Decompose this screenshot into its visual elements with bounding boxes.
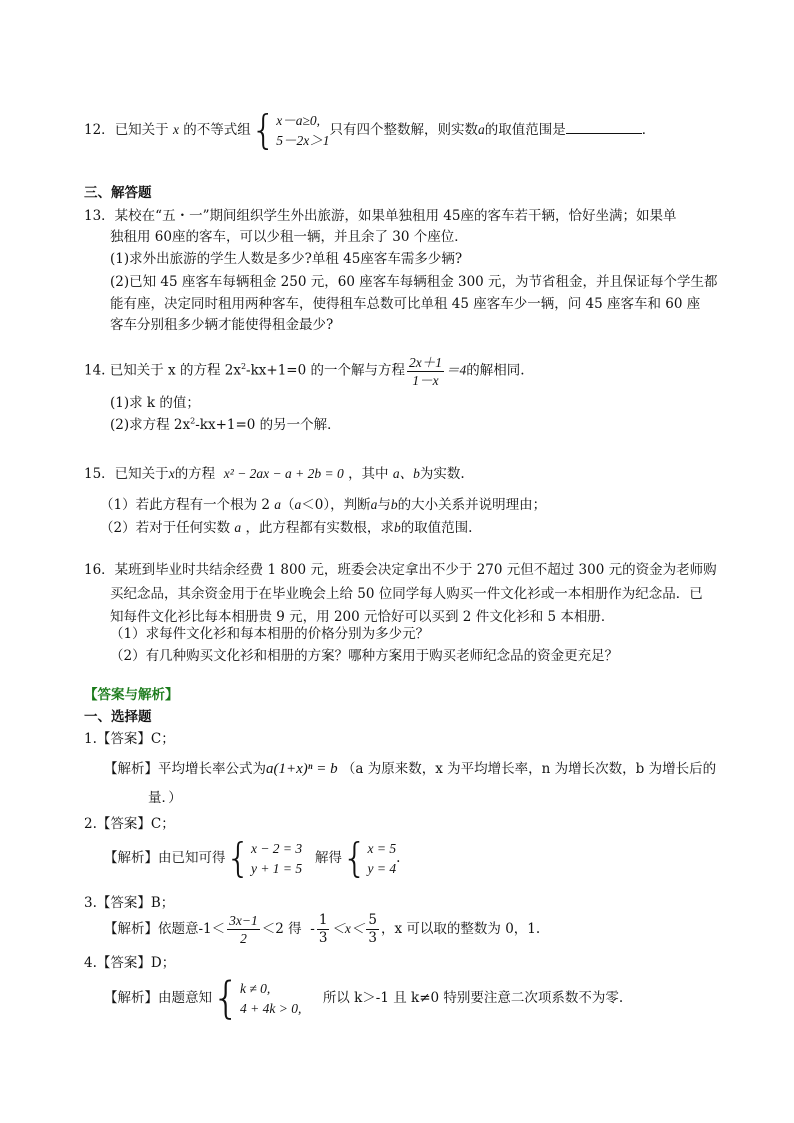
solution-system: x = 5 y = 4 <box>367 840 397 876</box>
q13-line1: 13．某校在“五・一”期间组织学生外出旅游，如果单独租用 45座的客车若干辆，恰好坐满；如果单 <box>84 208 677 224</box>
left-brace: { <box>250 107 277 154</box>
q16-line2: 买纪念品，其余资金用于在毕业晚会上给 50 位同学每人购买一件文化衫或一本相册作为纪念品．已 <box>110 586 703 602</box>
equation: x² − 2ax − a + 2b = 0 <box>223 466 344 481</box>
q16-sub2: （2）有几种购买文化衫和相册的方案？哪种方案用于购买老师纪念品的资金更充足？ <box>110 648 619 664</box>
q15-sub1: （1）若此方程有一个根为 2 a（a＜0），判断a与b的大小关系并说明理由； <box>100 497 547 513</box>
inequality-system: x－a≥0, 5－2x＞1 <box>276 112 330 148</box>
fraction: $\frac{3x-1}{2}$ <box>229 913 258 946</box>
left-brace: { <box>212 972 240 1024</box>
left-brace: { <box>342 835 368 882</box>
answer-blank <box>566 119 642 134</box>
math-var: x <box>172 122 179 137</box>
analysis-2: 【解析】由已知可得{ x − 2 = 3 y + 1 = 5 解得{ x = 5 y = 4 . <box>104 835 401 882</box>
analysis-1-cont: 量．） <box>148 790 182 806</box>
fraction: $\frac{5}{3}$ <box>368 912 377 946</box>
question-14: 14. 已知关于 x 的方程 $2x^2-kx+1=0$ 的一个解与方程 $\frac{2x+1}{1-x}$ ＝4的解相同. <box>84 354 525 388</box>
question-number: 12． <box>84 122 115 138</box>
q13-sub2b: 能有座，决定同时租用两种客车，使得租车总数可比单租 45 座客车少一辆，问 45 座客车和 60 座 <box>110 296 701 312</box>
answers-section: 一、选择题 <box>84 709 152 725</box>
answer-2: 2.【答案】C； <box>84 816 175 832</box>
answer-1: 1.【答案】C； <box>84 731 175 747</box>
q15-sub2: （2）若对于任何实数 a ，此方程都有实数根，求b的取值范围. <box>100 520 473 536</box>
math-var: a <box>477 122 485 137</box>
fraction: $\frac{2x+1}{1-x}$ <box>409 354 442 388</box>
question-15: 15．已知关于x的方程 x² − 2ax − a + 2b = 0 ，其中 a、b为实数. <box>84 466 465 482</box>
condition-system: k ≠ 0, 4 + 4k > 0, <box>240 980 302 1016</box>
analysis-4: 【解析】由题意知{ k ≠ 0, 4 + 4k > 0, 所以 k＞-1 且 k≠0 特别要注意二次项系数不为零. <box>104 972 624 1024</box>
q14-sub1: (1)求 k 的值； <box>110 395 200 411</box>
formula: a(1+x)ⁿ = b <box>266 761 338 777</box>
answer-3: 3.【答案】B； <box>84 895 175 911</box>
q14-sub2: (2)求方程 $2x^2-kx+1=0$ 的另一个解． <box>110 416 341 433</box>
q16-line3: 知每件文化衫比每本相册贵 9 元，用 200 元恰好可以买到 2 件文化衫和 5 本相册． <box>110 609 615 625</box>
q16-line1: 16．某班到毕业时共结余经费 1 800 元，班委会决定拿出不少于 270 元但不超过 300 元的资金为老师购 <box>84 562 717 578</box>
answer-4: 4.【答案】D； <box>84 955 176 971</box>
q13-sub1: (1)求外出旅游的学生人数是多少?单租 45座客车需多少辆? <box>110 251 463 267</box>
text: 的不等式组 <box>183 122 251 138</box>
question-12 <box>84 108 655 152</box>
equation-system: x − 2 = 3 y + 1 = 5 <box>250 840 303 876</box>
text: 已知关于 <box>114 122 169 138</box>
q16-sub1: （1）求每件文化衫和每本相册的价格分别为多少元？ <box>110 626 430 642</box>
answers-header: 【答案与解析】 <box>84 687 179 703</box>
q13-sub2c: 客车分别租多少辆才能使得租金最少? <box>110 317 334 333</box>
q13-line2: 独租用 60座的客车，可以少租一辆，并且余了 30 个座位． <box>110 229 468 245</box>
analysis-3: 【解析】依题意-1＜ $\frac{3x-1}{2}$ ＜2 得 - $\frac{1}{3}$ ＜x＜ $\frac{5}{3}$ ，x 可以取的整数为 0，1. <box>104 912 541 946</box>
text: 只有四个整数解，则实数 <box>329 122 478 138</box>
analysis-1: 【解析】平均增长率公式为a(1+x)ⁿ = b （a 为原来数，x 为平均增长率，n 为增长次数，b 为增长后的 <box>104 761 717 777</box>
text: ． <box>641 122 656 138</box>
fraction: $\frac{1}{3}$ <box>318 912 328 946</box>
q13-sub2a: (2)已知 45 座客车每辆租金 250 元，60 座客车每辆租金 300 元，为节省租金，并且保证每个学生都 <box>110 274 718 290</box>
section-title: 三、解答题 <box>84 185 152 201</box>
left-brace: { <box>225 835 251 882</box>
text: 的取值范围是 <box>484 122 566 138</box>
